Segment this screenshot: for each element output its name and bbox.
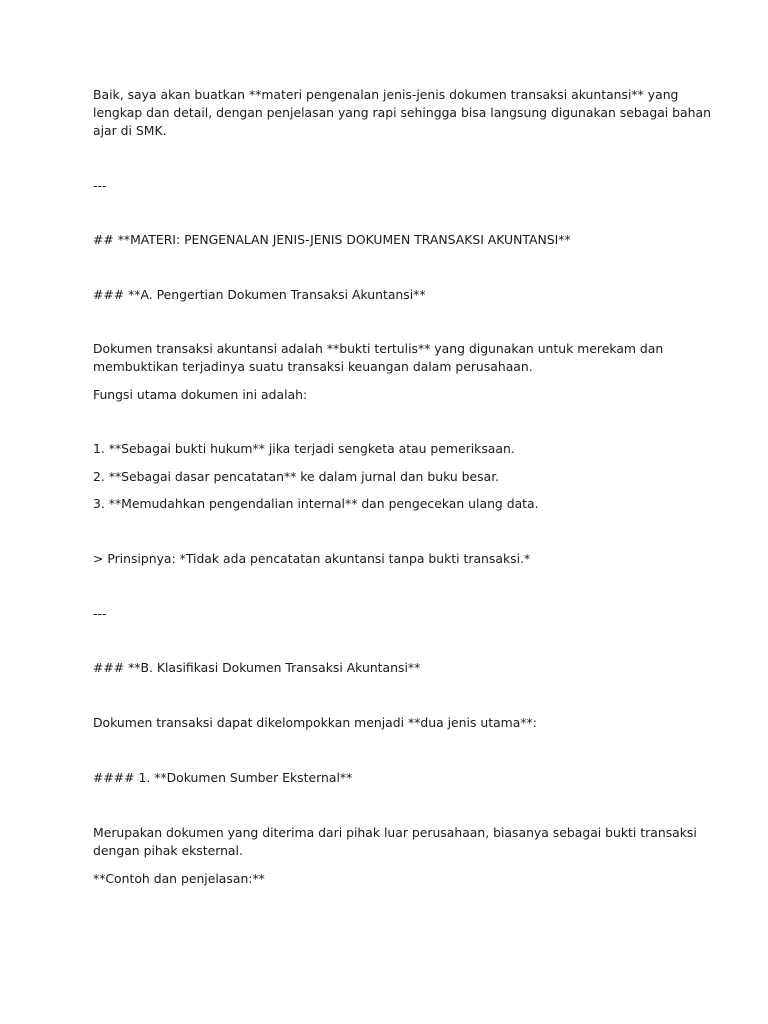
classification-intro: Dokumen transaksi dapat dikelompokkan menjadi **dua jenis utama**:	[93, 715, 537, 730]
definition-line-1: Dokumen transaksi akuntansi adalah **bukti tertulis** yang digunakan untuk merekam dan	[93, 341, 664, 356]
external-line-1: Merupakan dokumen yang diterima dari pihak luar perusahaan, biasanya sebagai bukti transaksi	[93, 825, 697, 840]
document-page	[93, 0, 711, 1024]
external-line-2: dengan pihak eksternal.	[93, 843, 243, 858]
intro-line-3: ajar di SMK.	[93, 123, 167, 138]
main-heading: ## **MATERI: PENGENALAN JENIS-JENIS DOKUMEN TRANSAKSI AKUNTANSI**	[93, 232, 571, 247]
examples-label: **Contoh dan penjelasan:**	[93, 871, 265, 886]
intro-line-1: Baik, saya akan buatkan **materi pengenalan jenis-jenis dokumen transaksi akuntansi** yang	[93, 87, 679, 102]
function-item-1: 1. **Sebagai bukti hukum** jika terjadi sengketa atau pemeriksaan.	[93, 441, 515, 456]
definition-line-2: membuktikan terjadinya suatu transaksi keuangan dalam perusahaan.	[93, 359, 533, 374]
subsection-1-heading: #### 1. **Dokumen Sumber Eksternal**	[93, 770, 353, 785]
intro-line-2: lengkap dan detail, dengan penjelasan yang rapi sehingga bisa langsung digunakan sebagai bahan	[93, 105, 711, 120]
function-item-2: 2. **Sebagai dasar pencatatan** ke dalam jurnal dan buku besar.	[93, 469, 500, 484]
principle-quote: > Prinsipnya: *Tidak ada pencatatan akuntansi tanpa bukti transaksi.*	[93, 551, 531, 566]
function-intro: Fungsi utama dokumen ini adalah:	[93, 387, 308, 402]
function-item-3: 3. **Memudahkan pengendalian internal** dan pengecekan ulang data.	[93, 496, 539, 511]
separator: ---	[93, 178, 107, 193]
section-a-heading: ### **A. Pengertian Dokumen Transaksi Akuntansi**	[93, 287, 426, 302]
separator: ---	[93, 606, 107, 621]
section-b-heading: ### **B. Klasifikasi Dokumen Transaksi Akuntansi**	[93, 660, 421, 675]
